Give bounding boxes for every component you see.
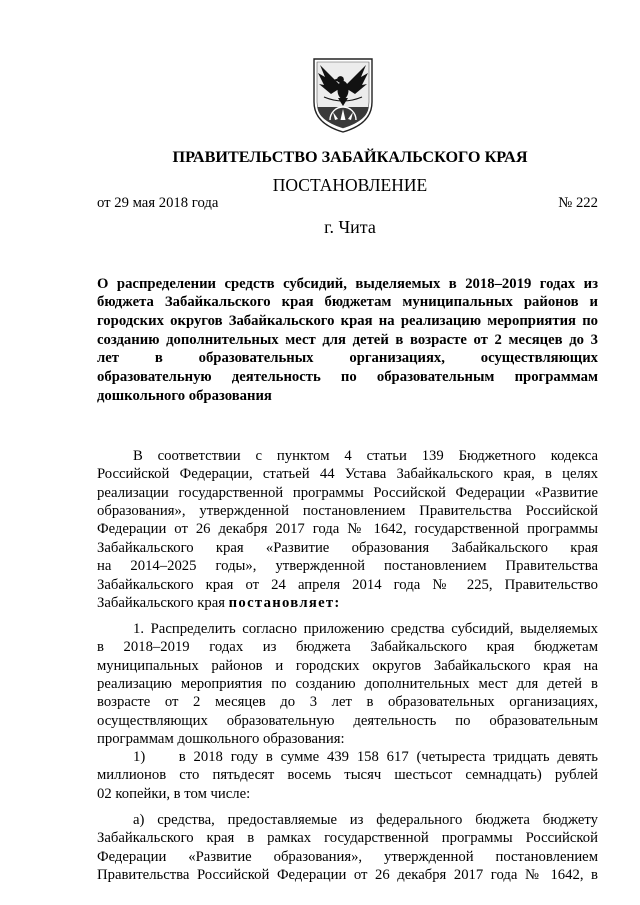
- title-line: бюджета Забайкальского края бюджетам муниципальных районов и: [97, 294, 598, 311]
- paragraph-text: Забайкальского края: [97, 595, 225, 612]
- title-line: образовательную деятельность по образовательным программам: [97, 368, 598, 385]
- document-number: № 222: [558, 195, 598, 211]
- paragraph-text: в 2018 году в сумме 439 158 617 (четыреста тридцать девять: [178, 748, 598, 765]
- paragraph-line: Забайкальского края «Развитие образования Забайкальского края: [97, 539, 598, 556]
- title-line: городских округов Забайкальского края на реализацию мероприятия по: [97, 313, 598, 329]
- document-type: ПОСТАНОВЛЕНИЕ: [272, 175, 428, 195]
- document-city: г. Чита: [324, 216, 376, 237]
- paragraph-line: в 2018–2019 годах из бюджета Забайкальского края бюджетам: [97, 639, 598, 656]
- paragraph-line: Правительства Российской Федерации от 26 декабря 2017 года № 1642, в: [97, 867, 598, 884]
- paragraph-line: программам дошкольного образования:: [97, 731, 345, 748]
- paragraph-line: миллионов сто пятьдесят восемь тысяч шестьсот семнадцать) рублей: [97, 767, 598, 784]
- paragraph-line: В соответствии с пунктом 4 статьи 139 Бюджетного кодекса: [133, 447, 598, 464]
- title-line: дошкольного образования: [97, 387, 272, 404]
- date-number-row: [97, 194, 598, 213]
- resolution-keyword: постановляет:: [228, 595, 341, 612]
- paragraph-line: Забайкальского края в рамках государственной программы Российской: [97, 830, 598, 847]
- paragraph-line: на 2014–2025 годы», утвержденной постановлением Правительства: [97, 558, 598, 575]
- document-date: от 29 мая 2018 года: [97, 195, 219, 211]
- paragraph-line: [97, 748, 598, 766]
- paragraph-line: Федерации от 26 декабря 2017 года № 1642, государственной программы: [97, 521, 598, 538]
- paragraph-line: [97, 594, 598, 612]
- paragraph-line: осуществляющих образовательную деятельность по образовательным: [97, 712, 598, 729]
- document-title: [97, 275, 598, 406]
- paragraph-line: реализацию мероприятия по созданию дополнительных мест для детей в: [97, 676, 598, 693]
- item-1-1-paragraph: [97, 748, 598, 803]
- list-number: 1): [133, 748, 146, 765]
- item-1-1-a-paragraph: [97, 811, 598, 885]
- government-name: ПРАВИТЕЛЬСТВО ЗАБАЙКАЛЬСКОГО КРАЯ: [172, 148, 528, 166]
- paragraph-line: Российской Федерации, статьей 44 Устава Забайкальского края, в целях: [97, 466, 598, 483]
- title-line: созданию дополнительных мест для детей в возрасте от 2 месяцев до 3: [97, 331, 598, 348]
- coat-of-arms-icon: [311, 56, 375, 134]
- paragraph-line: образования», утвержденной постановлением Правительства Российской: [97, 503, 598, 520]
- paragraph-line: Забайкальского края от 24 апреля 2014 года № 225, Правительство: [97, 576, 598, 593]
- preamble-paragraph: [97, 447, 598, 613]
- paragraph-line: 1. Распределить согласно приложению средства субсидий, выделяемых: [133, 620, 598, 637]
- title-line: лет в образовательных организациях, осуществляющих: [97, 350, 598, 367]
- paragraph-line: Федерации «Развитие образования», утвержденной постановлением: [97, 848, 598, 865]
- paragraph-line: 02 копейки, в том числе:: [97, 785, 251, 802]
- paragraph-line: а) средства, предоставляемые из федерального бюджета бюджету: [133, 811, 598, 828]
- title-line: О распределении средств субсидий, выделяемых в 2018–2019 годах из: [97, 275, 598, 292]
- paragraph-line: муниципальных районов и городских округов Забайкальского края на: [97, 657, 598, 674]
- paragraph-line: реализации государственной программы Российской Федерации «Развитие: [97, 484, 598, 501]
- paragraph-line: возрасте от 2 месяцев до 3 лет в образовательных организациях,: [97, 694, 598, 711]
- item-1-paragraph: [97, 620, 598, 749]
